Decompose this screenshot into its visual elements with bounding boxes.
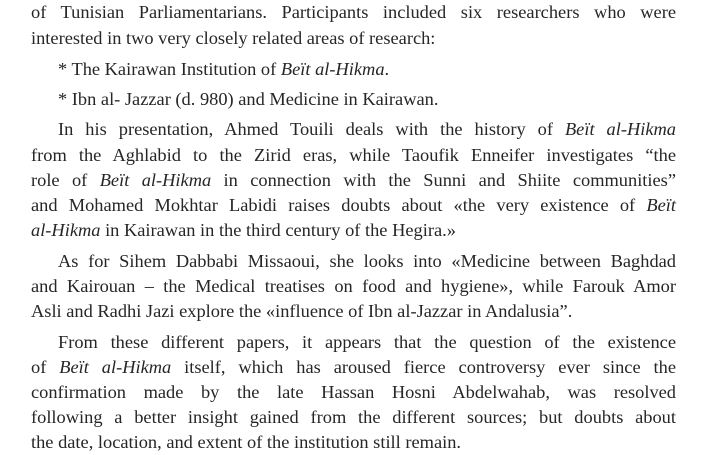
paragraph-1-line-2 [31,143,676,168]
paragraph-2-line-2 [31,274,676,299]
paragraph-2-line-1 [58,249,676,274]
p3-l1-text: From these different papers, it appears that the question of the existence [58,332,676,352]
p3-l5-text: the date, location, and extent of the institution still remain. [31,432,462,452]
p1-l4-italic: Beït [646,195,676,215]
p1-l2-text: from the Aghlabid to the Zirid eras, while Taoufik Enneifer investigates “the [31,145,676,165]
paragraph-3-line-5 [31,430,676,455]
paragraph-3-line-2 [31,355,676,380]
text-line-1 [31,0,676,25]
p3-l2-text: of [31,357,60,377]
paragraph-3-line-4 [31,405,676,430]
bullet-2-text: * Ibn al- Jazzar (d. 980) and Medicine in Kairawan. [58,89,439,109]
p1-l3-text: role of [31,170,100,190]
bullet-item-2 [58,87,676,112]
p2-l3-text: Asli and Radhi Jazi explore the «influence of Ibn al-Jazzar in Andalusia”. [31,301,573,321]
p2-l1-text: As for Sihem Dabbabi Missaoui, she looks into «Medicine between Baghdad [58,251,676,271]
bullet-1-end: . [384,59,390,79]
p1-l3-italic: Beït al-Hikma [99,170,212,190]
bullet-1-text: * The Kairawan Institution of [58,59,281,79]
p1-l3-end: in connection with the Sunni and Shiite communities” [211,170,677,190]
p1-l4-text: and Mohamed Mokhtar Labidi raises doubts about «the very existence of [31,195,647,215]
paragraph-3-line-3 [31,380,676,405]
bullet-item-1 [58,57,676,82]
paragraph-1-line-4 [31,193,676,218]
p3-l2-italic: Beït al-Hikma [59,357,172,377]
p2-l2-text: and Kairouan – the Medical treatises on food and hygiene», while Farouk Amor [31,276,676,296]
p3-l3-text: confirmation made by the late Hassan Hosni Abdelwahab, was resolved [31,382,676,402]
line-2-text: interested in two very closely related areas of research: [31,28,436,48]
paragraph-1-line-3 [31,168,676,193]
p1-l5-end: in Kairawan in the third century of the Hegira.» [100,220,456,240]
paragraph-2-line-3 [31,299,676,324]
p1-l5-italic: al-Hikma [31,220,101,240]
p3-l4-text: following a better insight gained from the different sources; but doubts about [31,407,676,427]
p3-l2-end: itself, which has aroused fierce controversy ever since the [171,357,676,377]
p1-l1-italic: Beït al-Hikma [564,119,676,139]
paragraph-1-line-1 [58,117,676,142]
paragraph-1-line-5 [31,218,676,243]
text-line-2 [31,26,676,51]
p1-l1-text: In his presentation, Ahmed Touili deals with the history of [58,119,565,139]
line-1-text: of Tunisian Parliamentarians. Participants included six researchers who were [31,2,676,22]
bullet-1-italic: Beït al-Hikma [280,59,385,79]
paragraph-3-line-1 [58,330,676,355]
